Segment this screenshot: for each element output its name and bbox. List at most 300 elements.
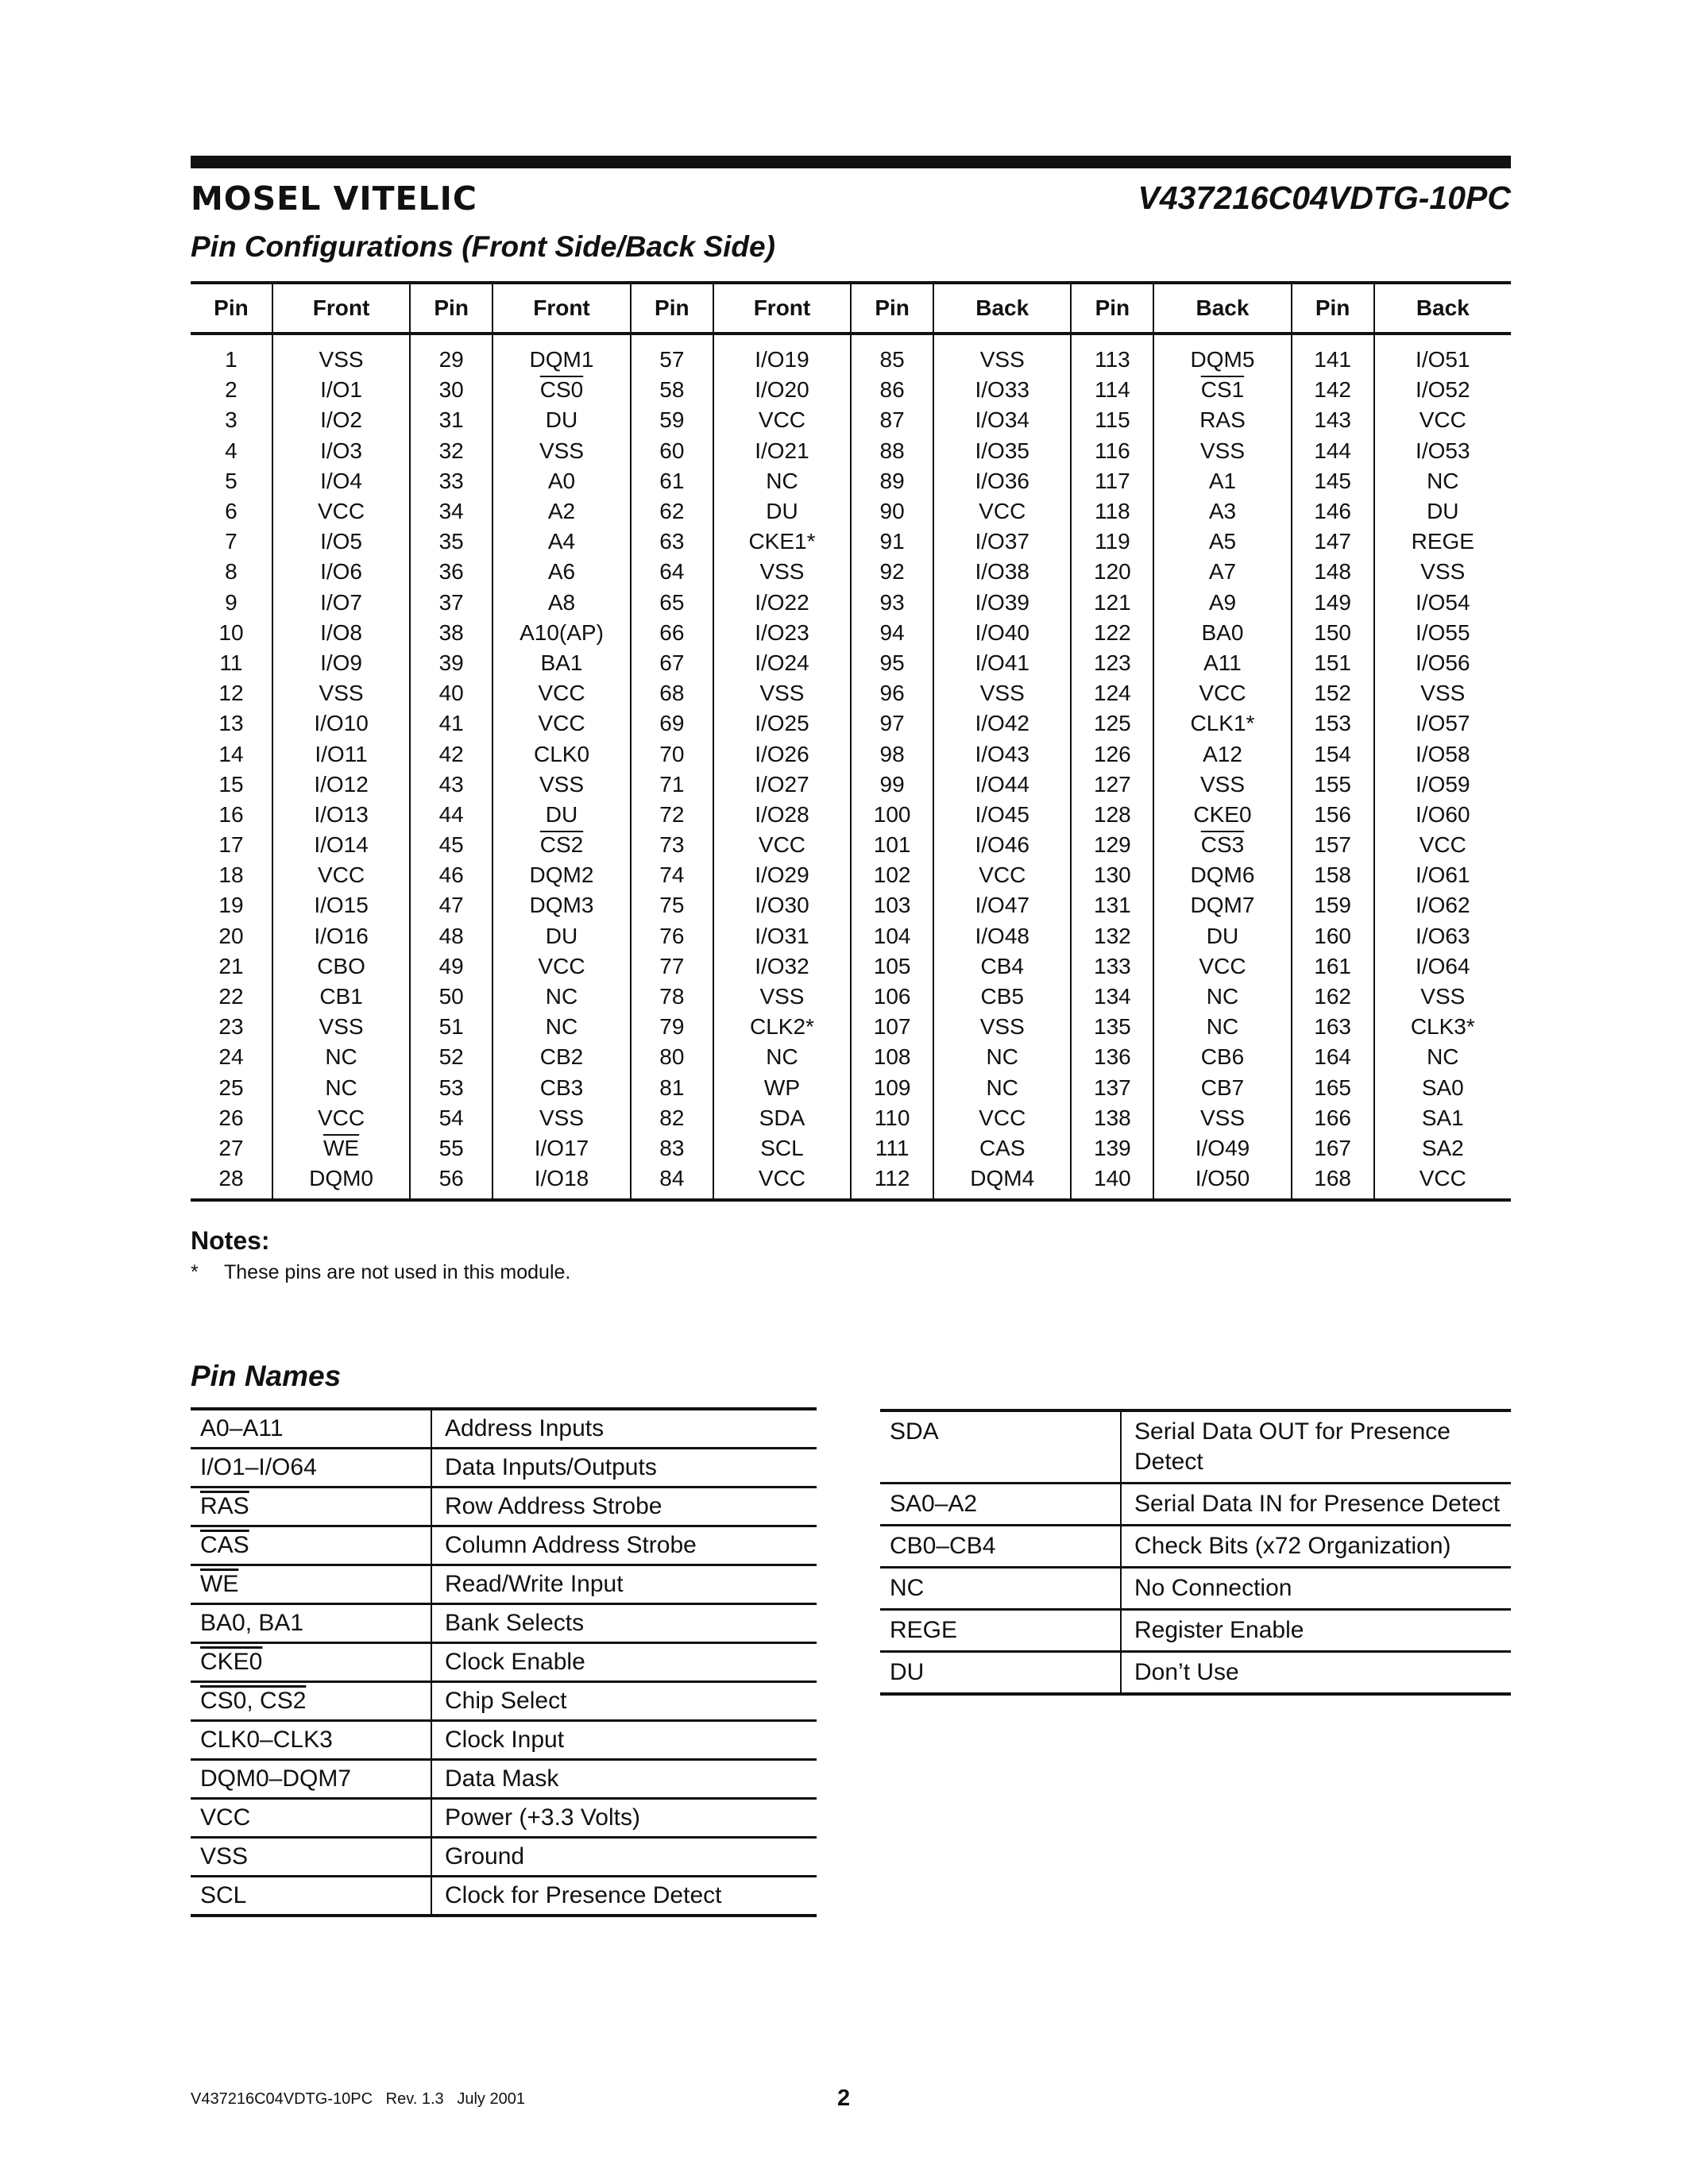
pin-signal-cell: SA1 (1374, 1103, 1511, 1133)
pin-config-row (191, 1073, 1511, 1103)
pin-name-cell: CLK0–CLK3 (191, 1721, 431, 1760)
pin-signal-cell: I/O54 (1374, 588, 1511, 618)
pin-description-cell: Clock Input (431, 1721, 817, 1760)
pin-signal-cell: I/O12 (272, 770, 410, 800)
pin-signal-cell: VSS (713, 557, 851, 587)
pin-number-cell: 115 (1071, 405, 1153, 435)
pin-number-cell: 162 (1292, 982, 1374, 1012)
pin-config-row (191, 618, 1511, 648)
pin-signal-cell: I/O20 (713, 375, 851, 405)
pin-signal-cell: A1 (1153, 466, 1291, 496)
pin-number-cell: 41 (410, 708, 492, 739)
pin-number-cell: 79 (631, 1012, 713, 1042)
pin-signal-cell: I/O30 (713, 890, 851, 920)
pin-signal-cell: A3 (1153, 496, 1291, 527)
pin-description-cell: Read/Write Input (431, 1565, 817, 1604)
pin-name-row (880, 1652, 1511, 1695)
pin-description-cell: Data Mask (431, 1760, 817, 1799)
pin-signal-cell: NC (1374, 1042, 1511, 1072)
pin-number-cell: 63 (631, 527, 713, 557)
pin-number-cell: 133 (1071, 951, 1153, 982)
pin-name-cell: SDA (880, 1410, 1121, 1484)
pin-name-row (191, 1409, 817, 1449)
pin-number-cell: 163 (1292, 1012, 1374, 1042)
pin-config-row (191, 375, 1511, 405)
pin-config-header: Front (492, 283, 631, 334)
pin-number-cell: 158 (1292, 860, 1374, 890)
pin-signal-cell: VSS (713, 982, 851, 1012)
pin-signal-cell: I/O25 (713, 708, 851, 739)
pin-number-cell: 23 (218, 1014, 244, 1040)
pin-signal-cell: DU (492, 921, 631, 951)
pin-number-cell: 144 (1292, 436, 1374, 466)
pin-number-cell: 136 (1071, 1042, 1153, 1072)
pin-number-cell: 106 (851, 982, 933, 1012)
pin-signal-cell: VSS (933, 678, 1071, 708)
pin-signal-cell: I/O24 (713, 648, 851, 678)
pin-number-cell: 47 (410, 890, 492, 920)
pin-description-cell: No Connection (1121, 1568, 1511, 1610)
pin-number-cell: 99 (851, 770, 933, 800)
pin-number-cell: 149 (1292, 588, 1374, 618)
pin-config-row (191, 648, 1511, 678)
pin-number-cell: 151 (1292, 648, 1374, 678)
pin-signal-cell: I/O32 (713, 951, 851, 982)
pin-signal-cell: VSS (492, 1103, 631, 1133)
pin-config-row (191, 739, 1511, 769)
pin-signal-cell: I/O35 (933, 436, 1071, 466)
pin-signal-cell: I/O62 (1374, 890, 1511, 920)
pin-name-cell: VCC (191, 1799, 431, 1838)
pin-config-row (191, 1133, 1511, 1163)
pin-config-row (191, 527, 1511, 557)
notes-heading: Notes: (191, 1226, 270, 1255)
pin-description-cell: Check Bits (x72 Organization) (1121, 1526, 1511, 1568)
pin-description-cell: Clock for Presence Detect (431, 1877, 817, 1916)
pin-number-cell: 7 (225, 529, 238, 554)
pin-config-row (191, 496, 1511, 527)
pin-signal-cell: VCC (713, 405, 851, 435)
pin-signal-cell: A6 (492, 557, 631, 587)
page-number: 2 (837, 2086, 851, 2111)
pin-number-cell: 69 (631, 708, 713, 739)
pin-signal-cell: A8 (492, 588, 631, 618)
pin-number-cell: 143 (1292, 405, 1374, 435)
pin-signal-cell: I/O52 (1374, 375, 1511, 405)
pin-signal-cell: I/O48 (933, 921, 1071, 951)
pin-signal-cell: I/O10 (272, 708, 410, 739)
pin-config-row (191, 921, 1511, 951)
pin-number-cell: 62 (631, 496, 713, 527)
pin-name-row (880, 1484, 1511, 1526)
pin-signal-cell: I/O36 (933, 466, 1071, 496)
pin-signal-cell: NC (933, 1073, 1071, 1103)
pin-signal-cell: VSS (492, 436, 631, 466)
pin-number-cell: 49 (410, 951, 492, 982)
pin-description-cell: Chip Select (431, 1682, 817, 1721)
pin-name-cell: A0–A11 (191, 1409, 431, 1449)
pin-config-row (191, 405, 1511, 435)
pin-number-cell: 94 (851, 618, 933, 648)
pin-number-cell: 103 (851, 890, 933, 920)
pin-signal-cell: NC (492, 982, 631, 1012)
pin-signal-cell: I/O37 (933, 527, 1071, 557)
pin-number-cell: 130 (1071, 860, 1153, 890)
pin-signal-cell: VSS (492, 770, 631, 800)
pin-description-cell: Register Enable (1121, 1610, 1511, 1652)
pin-number-cell: 156 (1292, 800, 1374, 830)
header-rule-thin (191, 167, 1511, 168)
pin-number-cell: 159 (1292, 890, 1374, 920)
pin-number-cell: 4 (225, 438, 238, 463)
pin-number-cell: 75 (631, 890, 713, 920)
pin-signal-cell: I/O34 (933, 405, 1071, 435)
pin-number-cell: 2 (225, 377, 238, 403)
pin-signal-cell: I/O50 (1153, 1163, 1291, 1200)
pin-signal-cell: VCC (492, 678, 631, 708)
pin-description-cell: Serial Data OUT for Presence Detect (1121, 1410, 1511, 1484)
pin-name-row (191, 1721, 817, 1760)
pin-number-cell: 74 (631, 860, 713, 890)
pin-number-cell: 165 (1292, 1073, 1374, 1103)
pin-number-cell: 153 (1292, 708, 1374, 739)
pin-config-header: Pin (631, 283, 713, 334)
pin-signal-cell: CB4 (933, 951, 1071, 982)
pin-number-cell: 96 (851, 678, 933, 708)
pin-number-cell: 105 (851, 951, 933, 982)
pin-signal-cell: I/O2 (272, 405, 410, 435)
pin-signal-cell: CB1 (272, 982, 410, 1012)
pin-config-header: Pin (191, 283, 272, 334)
pin-signal-cell: I/O22 (713, 588, 851, 618)
pin-signal-cell: VSS (933, 334, 1071, 375)
pin-number-cell: 125 (1071, 708, 1153, 739)
pin-name-row (191, 1449, 817, 1488)
pin-signal-cell: VSS (1374, 982, 1511, 1012)
pin-number-cell: 11 (219, 650, 243, 675)
pin-config-row (191, 800, 1511, 830)
pin-number-cell: 110 (851, 1103, 933, 1133)
pin-number-cell: 26 (218, 1105, 244, 1130)
pin-signal-cell: DU (713, 496, 851, 527)
pin-name-cell: $\overline{CAS}$ (191, 1526, 431, 1565)
pin-signal-cell: I/O26 (713, 739, 851, 769)
pin-config-header: Front (272, 283, 410, 334)
pin-signal-cell: NC (1153, 982, 1291, 1012)
pin-number-cell: 64 (631, 557, 713, 587)
notes-text (191, 1261, 570, 1284)
pin-config-row (191, 436, 1511, 466)
pin-name-row (880, 1610, 1511, 1652)
pin-signal-cell: VCC (713, 1163, 851, 1200)
pin-number-cell: 147 (1292, 527, 1374, 557)
pin-name-cell: VSS (191, 1838, 431, 1877)
pin-number-cell: 104 (851, 921, 933, 951)
pin-number-cell: 89 (851, 466, 933, 496)
pin-number-cell: 18 (218, 862, 244, 888)
pin-name-cell: SA0–A2 (880, 1484, 1121, 1526)
pin-signal-cell: VCC (933, 860, 1071, 890)
pin-names-table-left (191, 1407, 817, 1917)
pin-signal-cell: I/O60 (1374, 800, 1511, 830)
pin-number-cell: 25 (218, 1075, 244, 1100)
pin-signal-cell: I/O6 (272, 557, 410, 587)
pin-description-cell: Column Address Strobe (431, 1526, 817, 1565)
pin-names-title: Pin Names (191, 1360, 342, 1392)
pin-number-cell: 155 (1292, 770, 1374, 800)
pin-config-row (191, 1103, 1511, 1133)
pin-signal-cell: I/O61 (1374, 860, 1511, 890)
pin-config-row (191, 770, 1511, 800)
pin-signal-cell: VSS (272, 678, 410, 708)
pin-name-cell: CS0, CS2 (191, 1682, 431, 1721)
pin-number-cell: 50 (410, 982, 492, 1012)
pin-signal-cell: I/O58 (1374, 739, 1511, 769)
pin-signal-cell: REGE (1374, 527, 1511, 557)
pin-signal-cell: I/O27 (713, 770, 851, 800)
pin-number-cell: 58 (631, 375, 713, 405)
pin-signal-cell: CB5 (933, 982, 1071, 1012)
pin-number-cell: 38 (410, 618, 492, 648)
pin-config-row (191, 1042, 1511, 1072)
pin-number-cell: 146 (1292, 496, 1374, 527)
pin-signal-cell: I/O15 (272, 890, 410, 920)
pin-signal-cell: I/O46 (933, 830, 1071, 860)
pin-signal-cell: VSS (272, 334, 410, 375)
pin-signal-cell: I/O4 (272, 466, 410, 496)
pin-signal-cell: CAS (933, 1133, 1071, 1163)
pin-name-row (880, 1410, 1511, 1484)
pin-number-cell: 51 (410, 1012, 492, 1042)
pin-config-row (191, 588, 1511, 618)
pin-signal-cell: I/O49 (1153, 1133, 1291, 1163)
pin-number-cell: 95 (851, 648, 933, 678)
pin-signal-cell: I/O39 (933, 588, 1071, 618)
pin-config-row (191, 334, 1511, 375)
pin-signal-cell: A2 (492, 496, 631, 527)
pin-signal-cell: CS0 (492, 375, 631, 405)
pin-signal-cell: CB2 (492, 1042, 631, 1072)
pin-signal-cell: DQM6 (1153, 860, 1291, 890)
pin-number-cell: 71 (631, 770, 713, 800)
pin-number-cell: 9 (225, 589, 238, 615)
pin-number-cell: 161 (1292, 951, 1374, 982)
pin-number-cell: 13 (218, 711, 244, 736)
pin-number-cell: 27 (218, 1135, 244, 1160)
pin-number-cell: 154 (1292, 739, 1374, 769)
pin-number-cell: 77 (631, 951, 713, 982)
pin-number-cell: 93 (851, 588, 933, 618)
pin-number-cell: 52 (410, 1042, 492, 1072)
pin-name-cell: REGE (880, 1610, 1121, 1652)
pin-number-cell: 36 (410, 557, 492, 587)
pin-number-cell: 145 (1292, 466, 1374, 496)
pin-signal-cell: I/O28 (713, 800, 851, 830)
pin-config-header: Back (933, 283, 1071, 334)
pin-signal-cell: DQM2 (492, 860, 631, 890)
pin-signal-cell: I/O45 (933, 800, 1071, 830)
pin-number-cell: 139 (1071, 1133, 1153, 1163)
pin-signal-cell: I/O14 (272, 830, 410, 860)
pin-signal-cell: I/O40 (933, 618, 1071, 648)
notes-star: * (191, 1261, 199, 1283)
pin-signal-cell: VSS (1153, 1103, 1291, 1133)
pin-number-cell: 83 (631, 1133, 713, 1163)
pin-signal-cell: I/O23 (713, 618, 851, 648)
pin-number-cell: 164 (1292, 1042, 1374, 1072)
pin-number-cell: 122 (1071, 618, 1153, 648)
pin-signal-cell: A4 (492, 527, 631, 557)
pin-signal-cell: $\overline{WE}$ (272, 1133, 410, 1163)
pin-signal-cell: I/O17 (492, 1133, 631, 1163)
pin-number-cell: 140 (1071, 1163, 1153, 1200)
pin-names-table-right (880, 1409, 1511, 1696)
pin-number-cell: 141 (1292, 334, 1374, 375)
pin-description-cell: Ground (431, 1838, 817, 1877)
pin-name-cell: I/O1–I/O64 (191, 1449, 431, 1488)
pin-number-cell: 30 (410, 375, 492, 405)
pin-number-cell: 109 (851, 1073, 933, 1103)
pin-signal-cell: A11 (1153, 648, 1291, 678)
pin-signal-cell: I/O5 (272, 527, 410, 557)
pin-signal-cell: I/O53 (1374, 436, 1511, 466)
pin-signal-cell: NC (272, 1042, 410, 1072)
pin-signal-cell: CLK0 (492, 739, 631, 769)
pin-name-cell: $\overline{RAS}$ (191, 1488, 431, 1526)
pin-number-cell: 76 (631, 921, 713, 951)
pin-signal-cell: VCC (713, 830, 851, 860)
pin-number-cell: 148 (1292, 557, 1374, 587)
pin-name-row (191, 1526, 817, 1565)
pin-number-cell: 127 (1071, 770, 1153, 800)
pin-name-cell: CB0–CB4 (880, 1526, 1121, 1568)
pin-signal-cell: CS3 (1153, 830, 1291, 860)
pin-number-cell: 17 (218, 832, 244, 858)
pin-signal-cell: I/O3 (272, 436, 410, 466)
pin-signal-cell: CB7 (1153, 1073, 1291, 1103)
pin-number-cell: 24 (218, 1044, 244, 1070)
pin-config-header: Pin (1071, 283, 1153, 334)
pin-number-cell: 101 (851, 830, 933, 860)
pin-signal-cell: CLK1* (1153, 708, 1291, 739)
pin-number-cell: 78 (631, 982, 713, 1012)
pin-number-cell: 55 (410, 1133, 492, 1163)
pin-number-cell: 81 (631, 1073, 713, 1103)
pin-number-cell: 22 (218, 984, 244, 1009)
pin-number-cell: 45 (410, 830, 492, 860)
pin-number-cell: 128 (1071, 800, 1153, 830)
pin-signal-cell: VSS (1153, 770, 1291, 800)
pin-name-cell: CKE0 (191, 1643, 431, 1682)
pin-number-cell: 129 (1071, 830, 1153, 860)
pin-signal-cell: I/O11 (272, 739, 410, 769)
pin-signal-cell: BA0 (1153, 618, 1291, 648)
pin-number-cell: 60 (631, 436, 713, 466)
pin-signal-cell: NC (1153, 1012, 1291, 1042)
pin-number-cell: 167 (1292, 1133, 1374, 1163)
pin-number-cell: 114 (1071, 375, 1153, 405)
pin-number-cell: 20 (218, 923, 244, 948)
pin-number-cell: 142 (1292, 375, 1374, 405)
pin-signal-cell: I/O41 (933, 648, 1071, 678)
pin-config-header: Back (1374, 283, 1511, 334)
pin-signal-cell: A12 (1153, 739, 1291, 769)
pin-name-row (191, 1799, 817, 1838)
pin-number-cell: 108 (851, 1042, 933, 1072)
pin-description-cell: Don’t Use (1121, 1652, 1511, 1695)
pin-signal-cell: I/O16 (272, 921, 410, 951)
pin-signal-cell: VCC (1153, 678, 1291, 708)
pin-signal-cell: NC (713, 1042, 851, 1072)
pin-number-cell: 80 (631, 1042, 713, 1072)
pin-number-cell: 117 (1071, 466, 1153, 496)
pin-signal-cell: CS2 (492, 830, 631, 860)
pin-config-header: Pin (1292, 283, 1374, 334)
pin-signal-cell: VCC (933, 1103, 1071, 1133)
pin-config-row (191, 678, 1511, 708)
pin-config-row (191, 830, 1511, 860)
pin-name-row (191, 1488, 817, 1526)
pin-number-cell: 70 (631, 739, 713, 769)
pin-signal-cell: I/O21 (713, 436, 851, 466)
pin-number-cell: 116 (1071, 436, 1153, 466)
pin-number-cell: 39 (410, 648, 492, 678)
pin-config-row (191, 890, 1511, 920)
pin-number-cell: 157 (1292, 830, 1374, 860)
pin-config-header: Front (713, 283, 851, 334)
pin-signal-cell: I/O42 (933, 708, 1071, 739)
pin-signal-cell: VCC (492, 951, 631, 982)
pin-number-cell: 168 (1292, 1163, 1374, 1200)
pin-number-cell: 97 (851, 708, 933, 739)
pin-config-row (191, 1012, 1511, 1042)
pin-number-cell: 90 (851, 496, 933, 527)
pin-number-cell: 118 (1071, 496, 1153, 527)
pin-signal-cell: DQM1 (492, 334, 631, 375)
pin-signal-cell: I/O63 (1374, 921, 1511, 951)
pin-signal-cell: I/O19 (713, 334, 851, 375)
pin-number-cell: 84 (631, 1163, 713, 1200)
pin-number-cell: 67 (631, 648, 713, 678)
pin-config-header: Back (1153, 283, 1291, 334)
pin-name-cell: DQM0–DQM7 (191, 1760, 431, 1799)
pin-name-row (191, 1877, 817, 1916)
pin-number-cell: 126 (1071, 739, 1153, 769)
pin-config-row (191, 708, 1511, 739)
pin-number-cell: 37 (410, 588, 492, 618)
pin-config-row (191, 557, 1511, 587)
pin-signal-cell: DQM0 (272, 1163, 410, 1200)
pin-number-cell: 14 (218, 741, 244, 766)
pin-config-row (191, 860, 1511, 890)
pin-signal-cell: NC (272, 1073, 410, 1103)
pin-number-cell: 124 (1071, 678, 1153, 708)
pin-config-row (191, 466, 1511, 496)
pin-signal-cell: VCC (272, 1103, 410, 1133)
pin-signal-cell: DQM3 (492, 890, 631, 920)
pin-signal-cell: CLK2* (713, 1012, 851, 1042)
pin-name-cell: $\overline{WE}$ (191, 1565, 431, 1604)
pin-signal-cell: DQM4 (933, 1163, 1071, 1200)
pin-number-cell: 92 (851, 557, 933, 587)
pin-name-row (191, 1838, 817, 1877)
pin-number-cell: 88 (851, 436, 933, 466)
pin-number-cell: 40 (410, 678, 492, 708)
pin-signal-cell: VCC (272, 860, 410, 890)
pin-number-cell: 8 (225, 559, 238, 585)
pin-number-cell: 10 (218, 619, 244, 645)
pin-number-cell: 66 (631, 618, 713, 648)
